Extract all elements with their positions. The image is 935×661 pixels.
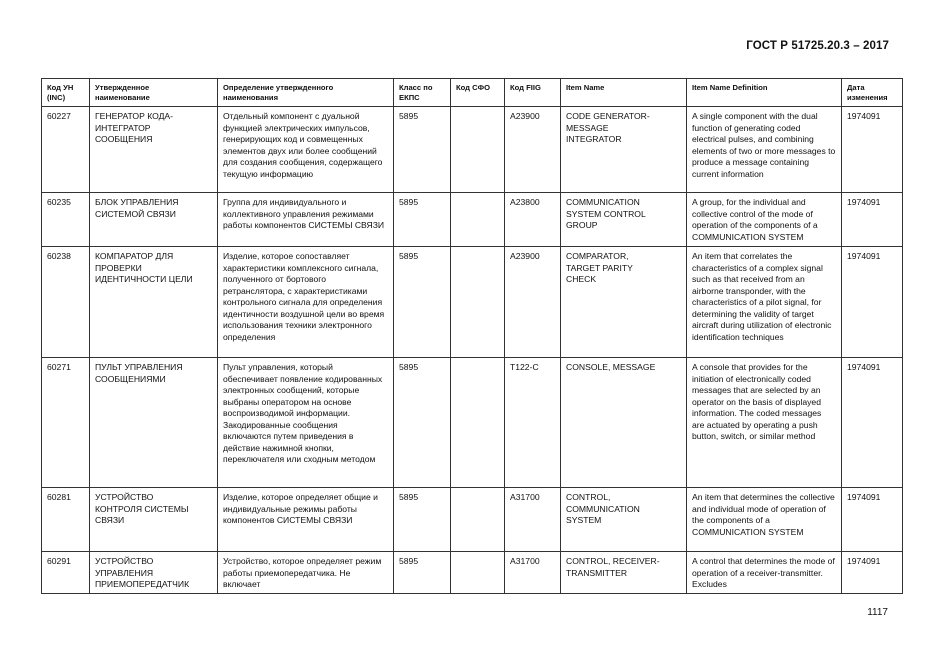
cell-item-definition: A single component with the dual function of generating coded electrical pulses, and combining elements of two or more messages to produce a message containing current information: [687, 107, 842, 193]
table-row: [42, 358, 903, 488]
cell-class: 5895: [394, 552, 451, 594]
cell-definition-ru: Устройство, которое определяет режим работы приемопередатчика. Не включает: [218, 552, 394, 594]
cell-class: 5895: [394, 358, 451, 488]
cell-fiig: A31700: [505, 488, 561, 552]
cell-item-name: CONTROL, COMMUNICATION SYSTEM: [561, 488, 687, 552]
cell-approved-name: УСТРОЙСТВО УПРАВЛЕНИЯ ПРИЕМОПЕРЕДАТЧИК: [90, 552, 218, 594]
col-header-item-name: Item Name: [561, 79, 687, 107]
cell-approved-name: БЛОК УПРАВЛЕНИЯ СИСТЕМОЙ СВЯЗИ: [90, 193, 218, 247]
cell-date: 1974091: [842, 107, 903, 193]
col-header-inc: Код УН (INC): [42, 79, 90, 107]
cell-fiig: A23900: [505, 107, 561, 193]
cell-approved-name: ГЕНЕРАТОР КОДА- ИНТЕГРАТОР СООБЩЕНИЯ: [90, 107, 218, 193]
col-header-class: Класс по ЕКПС: [394, 79, 451, 107]
cell-sfo: [451, 552, 505, 594]
cell-date: 1974091: [842, 247, 903, 358]
cell-item-definition: A group, for the individual and collective control of the mode of operation of the components of a COMMUNICATION SYSTEM: [687, 193, 842, 247]
cell-definition-ru: Пульт управления, который обеспечивает появление кодированных электронных сообщений, которые выбраны оператором на основе воспроизводимой информации. Закодированные сообщения включаются путем приведения в действие нажимной кнопки, переключателя или сходным методом: [218, 358, 394, 488]
cell-class: 5895: [394, 488, 451, 552]
cell-item-definition: A console that provides for the initiation of electronically coded messages that are selected by an operator on the basis of displayed information. The coded messages are actuated by operating a push button, switch, or similar method: [687, 358, 842, 488]
cell-class: 5895: [394, 193, 451, 247]
cell-date: 1974091: [842, 488, 903, 552]
col-header-fiig: Код FIIG: [505, 79, 561, 107]
table-row: [42, 107, 903, 193]
cell-date: 1974091: [842, 193, 903, 247]
col-header-item-definition: Item Name Definition: [687, 79, 842, 107]
cell-item-name: COMMUNICATION SYSTEM CONTROL GROUP: [561, 193, 687, 247]
table-row: [42, 193, 903, 247]
cell-item-name: CONSOLE, MESSAGE: [561, 358, 687, 488]
cell-sfo: [451, 247, 505, 358]
cell-fiig: A23800: [505, 193, 561, 247]
cell-definition-ru: Группа для индивидуального и коллективного управления режимами работы компонентов СИСТЕМЫ СВЯЗИ: [218, 193, 394, 247]
cell-fiig: T122-C: [505, 358, 561, 488]
cell-date: 1974091: [842, 358, 903, 488]
cell-sfo: [451, 358, 505, 488]
page-number: 1117: [867, 607, 888, 618]
cell-fiig: A23900: [505, 247, 561, 358]
cell-inc: 60291: [42, 552, 90, 594]
cell-item-name: CONTROL, RECEIVER- TRANSMITTER: [561, 552, 687, 594]
cell-definition-ru: Изделие, которое определяет общие и индивидуальные режимы работы компонентов СИСТЕМЫ СВЯЗИ: [218, 488, 394, 552]
cell-item-name: COMPARATOR, TARGET PARITY CHECK: [561, 247, 687, 358]
cell-class: 5895: [394, 107, 451, 193]
col-header-definition-ru: Определение утвержденного наименования: [218, 79, 394, 107]
document-code: ГОСТ Р 51725.20.3 – 2017: [746, 40, 889, 52]
cell-sfo: [451, 488, 505, 552]
cell-definition-ru: Отдельный компонент с дуальной функцией электрических импульсов, генерирующих код и совмещенных элементов двух или более сообщений для создания сообщения, содержащего текущую информацию: [218, 107, 394, 193]
table-row: [42, 488, 903, 552]
cell-item-definition: An item that correlates the characteristics of a complex signal such as that received from an airborne transponder, with the characteristics of a pilot signal, for determining the validity of target aircraft during utilization of electronic identification techniques: [687, 247, 842, 358]
registry-table: [41, 78, 903, 594]
cell-inc: 60281: [42, 488, 90, 552]
cell-approved-name: ПУЛЬТ УПРАВЛЕНИЯ СООБЩЕНИЯМИ: [90, 358, 218, 488]
cell-inc: 60227: [42, 107, 90, 193]
cell-approved-name: КОМПАРАТОР ДЛЯ ПРОВЕРКИ ИДЕНТИЧНОСТИ ЦЕЛИ: [90, 247, 218, 358]
cell-definition-ru: Изделие, которое сопоставляет характеристики комплексного сигнала, полученного от бортового ретранслятора, с характеристиками контрольного сигнала для определения идентичности воздушной цели во время использования техники электронного определения: [218, 247, 394, 358]
cell-fiig: A31700: [505, 552, 561, 594]
table-row: [42, 552, 903, 594]
table-header-row: [42, 79, 903, 107]
cell-item-definition: A control that determines the mode of operation of a receiver-transmitter. Excludes: [687, 552, 842, 594]
table-row: [42, 247, 903, 358]
cell-inc: 60238: [42, 247, 90, 358]
cell-item-name: CODE GENERATOR- MESSAGE INTEGRATOR: [561, 107, 687, 193]
cell-inc: 60271: [42, 358, 90, 488]
cell-inc: 60235: [42, 193, 90, 247]
cell-sfo: [451, 193, 505, 247]
cell-approved-name: УСТРОЙСТВО КОНТРОЛЯ СИСТЕМЫ СВЯЗИ: [90, 488, 218, 552]
cell-class: 5895: [394, 247, 451, 358]
col-header-date: Дата изменения: [842, 79, 903, 107]
col-header-approved-name: Утвержденное наименование: [90, 79, 218, 107]
cell-sfo: [451, 107, 505, 193]
cell-item-definition: An item that determines the collective and individual mode of operation of the components of a COMMUNICATION SYSTEM: [687, 488, 842, 552]
cell-date: 1974091: [842, 552, 903, 594]
col-header-sfo: Код СФО: [451, 79, 505, 107]
